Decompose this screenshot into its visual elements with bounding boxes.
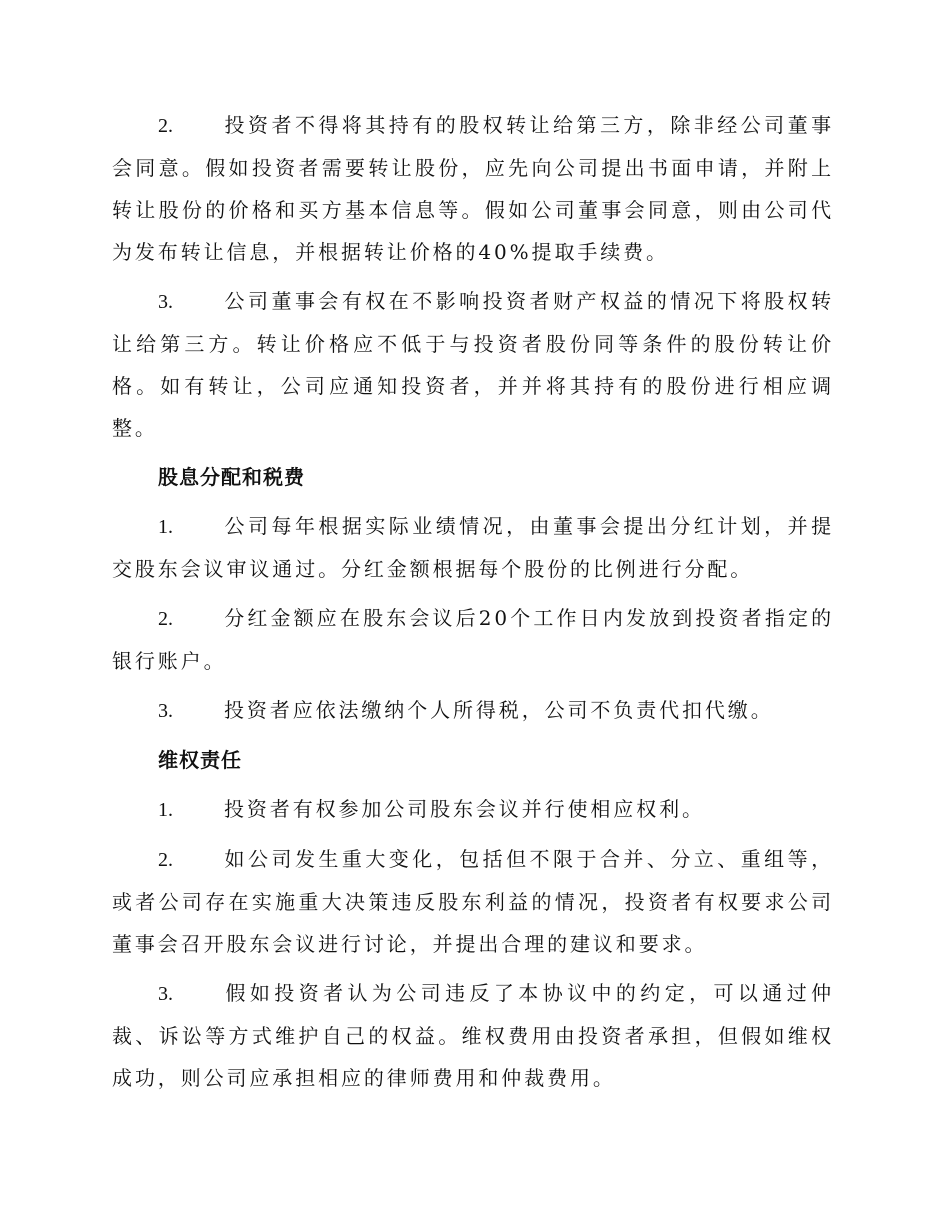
document-body [112, 104, 834, 1106]
clause-paragraph [112, 972, 834, 1099]
clause-paragraph [112, 689, 834, 732]
clause-text: 如公司发生重大变化，包括但不限于合并、分立、重组等，或者公司存在实施重大决策违反股东利益的情况，投资者有权要求公司董事会召开股东会议进行讨论，并提出合理的建议和要求。 [112, 847, 834, 956]
clause-text: 公司董事会有权在不影响投资者财产权益的情况下将股权转让给第三方。转让价格应不低于与投资者股份同等条件的股份转让价格。如有转让，公司应通知投资者，并并将其持有的股份进行相应调整。 [112, 289, 834, 440]
clause-number: 2. [158, 608, 173, 630]
clause-paragraph [112, 104, 834, 273]
clause-text: 投资者有权参加公司股东会议并行使相应权利。 [224, 797, 705, 821]
section-heading-rights: 维权责任 [158, 748, 242, 772]
clause-text: 分红金额应在股东会议后20个工作日内发放到投资者指定的银行账户。 [112, 606, 834, 673]
clause-text: 公司每年根据实际业绩情况，由董事会提出分红计划，并提交股东会议审议通过。分红金额根据每个股份的比例进行分配。 [112, 514, 834, 581]
clause-number: 2. [158, 849, 173, 871]
clause-paragraph [112, 280, 834, 449]
clause-text: 投资者应依法缴纳个人所得税，公司不负责代扣代缴。 [224, 698, 774, 722]
section-heading-dividends: 股息分配和税费 [158, 465, 305, 489]
clause-number: 1. [158, 516, 173, 538]
clause-number: 3. [158, 983, 173, 1005]
clause-number: 3. [158, 291, 173, 313]
clause-text: 投资者不得将其持有的股权转让给第三方，除非经公司董事会同意。假如投资者需要转让股份，应先向公司提出书面申请，并附上转让股份的价格和买方基本信息等。假如公司董事会同意，则由公司代为发布转让信息，并根据转让价格的40%提取手续费。 [112, 113, 834, 264]
clause-paragraph [112, 505, 834, 590]
clause-number: 3. [158, 700, 173, 722]
clause-paragraph [112, 838, 834, 965]
clause-paragraph [112, 788, 834, 831]
clause-number: 2. [158, 115, 173, 137]
clause-text: 假如投资者认为公司违反了本协议中的约定，可以通过仲裁、诉讼等方式维护自己的权益。维权费用由投资者承担，但假如维权成功，则公司应承担相应的律师费用和仲裁费用。 [112, 981, 834, 1090]
clause-paragraph [112, 597, 834, 682]
clause-number: 1. [158, 799, 173, 821]
